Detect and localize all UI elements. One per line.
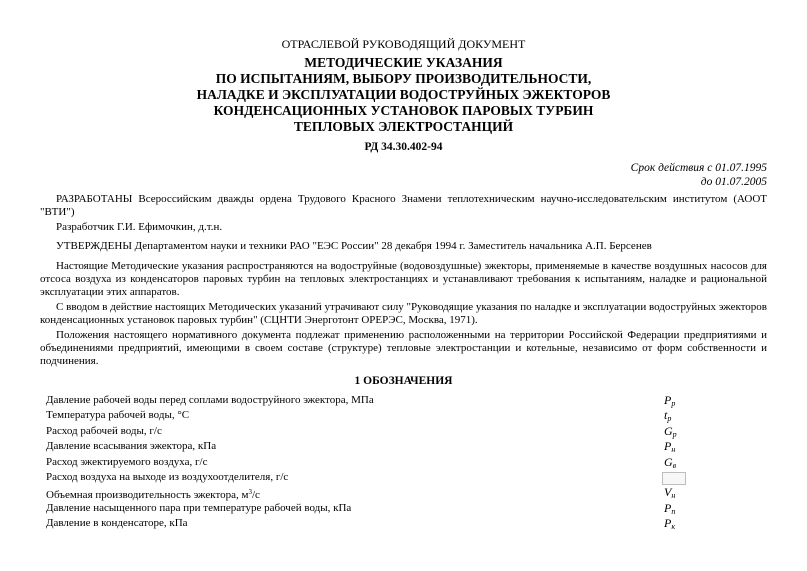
notation-symbol: $t_р$ [664,408,672,424]
notation-row [46,408,686,423]
notation-symbol: $P_р$ [664,393,676,408]
notation-symbol: $P_к$ [664,516,676,532]
notation-symbol: $P_н$ [664,439,676,455]
developed-paragraph: РАЗРАБОТАНЫ Всероссийским дважды ордена Трудового Красного Знамени теплотехническим научно-исследовательским институтом (АООТ "ВТИ") [40,193,767,218]
document-type: ОТРАСЛЕВОЙ РУКОВОДЯЩИЙ ДОКУМЕНТ [281,37,526,51]
title-line: ТЕПЛОВЫХ ЭЛЕКТРОСТАНЦИЙ [293,119,514,134]
validity-to: до 01.07.2005 [700,176,767,188]
validity-from: Срок действия с 01.07.1995 [630,162,767,174]
application-paragraph: Положения настоящего нормативного документа подлежат применению расположенными на территории Российской Федерации предприятиями и объединениями предприятий, имеющими в своем составе (структуре) тепловые электростанции и котельные, независимо от форм собственности и подчинения. [40,329,767,367]
document-code: РД 34.30.402-94 [364,141,443,153]
notation-symbol: $G_в$ [664,454,677,470]
validity-period [631,161,767,189]
notation-symbol: $V_н$ [664,485,676,501]
approved-paragraph: УТВЕРЖДЕНЫ Департаментом науки и техники РАО "ЕЭС России" 28 декабря 1994 г. Заместитель начальника А.П. Берсенев [56,240,652,252]
notation-row [46,470,686,485]
notations-list [46,393,686,532]
section-heading: 1 ОБОЗНАЧЕНИЯ [354,375,453,387]
supersedes-paragraph: С вводом в действие настоящих Методических указаний утрачивают силу "Руководящие указания по наладке и эксплуатации водоструйных эжекторов конденсационных установок паровых турбин" (СЦНТИ Энерготонт ОРЕРЭС, Москва, 1971). [40,301,767,326]
title-line: НАЛАДКЕ И ЭКСПЛУАТАЦИИ ВОДОСТРУЙНЫХ ЭЖЕКТОРОВ [196,87,611,102]
notation-label: Объемная производительность эжектора, $м^3/с$ [46,488,260,502]
notation-row [46,393,686,408]
notation-row [46,455,686,470]
developer-paragraph: Разработчик Г.И. Ефимочкин, д.т.н. [56,221,223,233]
notation-symbol: $G_р$ [664,423,677,439]
title-line: ПО ИСПЫТАНИЯМ, ВЫБОРУ ПРОИЗВОДИТЕЛЬНОСТИ, [215,71,592,86]
notation-label: Давление всасывания эжектора, кПа [46,440,217,453]
formula-image-placeholder [662,472,686,485]
title-line: МЕТОДИЧЕСКИЕ УКАЗАНИЯ [304,55,503,70]
title-line: КОНДЕНСАЦИОННЫХ УСТАНОВОК ПАРОВЫХ ТУРБИН [213,103,594,118]
notation-row [46,485,686,500]
document-title [0,55,807,135]
notation-label: Давление насыщенного пара при температуре рабочей воды, кПа [46,501,352,514]
notation-label: Расход эжектируемого воздуха, г/с [46,455,208,468]
notation-label: Расход рабочей воды, г/с [46,424,162,437]
notation-label: Давление рабочей воды перед соплами водоструйного эжектора, МПа [46,394,374,406]
notation-row [46,516,686,531]
notation-row [46,424,686,439]
notation-row [46,439,686,454]
scope-paragraph: Настоящие Методические указания распространяются на водоструйные (водовоздушные) эжекторы, применяемые в качестве воздушных насосов для отсоса воздуха из конденсаторов паровых турбин на тепловых электростанциях и устанавливают требования к испытаниям, наладке и рациональной эксплуатации этих аппаратов. [40,260,767,298]
notation-row [46,501,686,516]
notation-label: Расход воздуха на выходе из воздухоотделителя, г/с [46,470,289,483]
notation-symbol: $P_п$ [664,500,676,516]
notation-label: Давление в конденсаторе, кПа [46,517,188,530]
notation-label: Температура рабочей воды, °C [46,409,190,422]
